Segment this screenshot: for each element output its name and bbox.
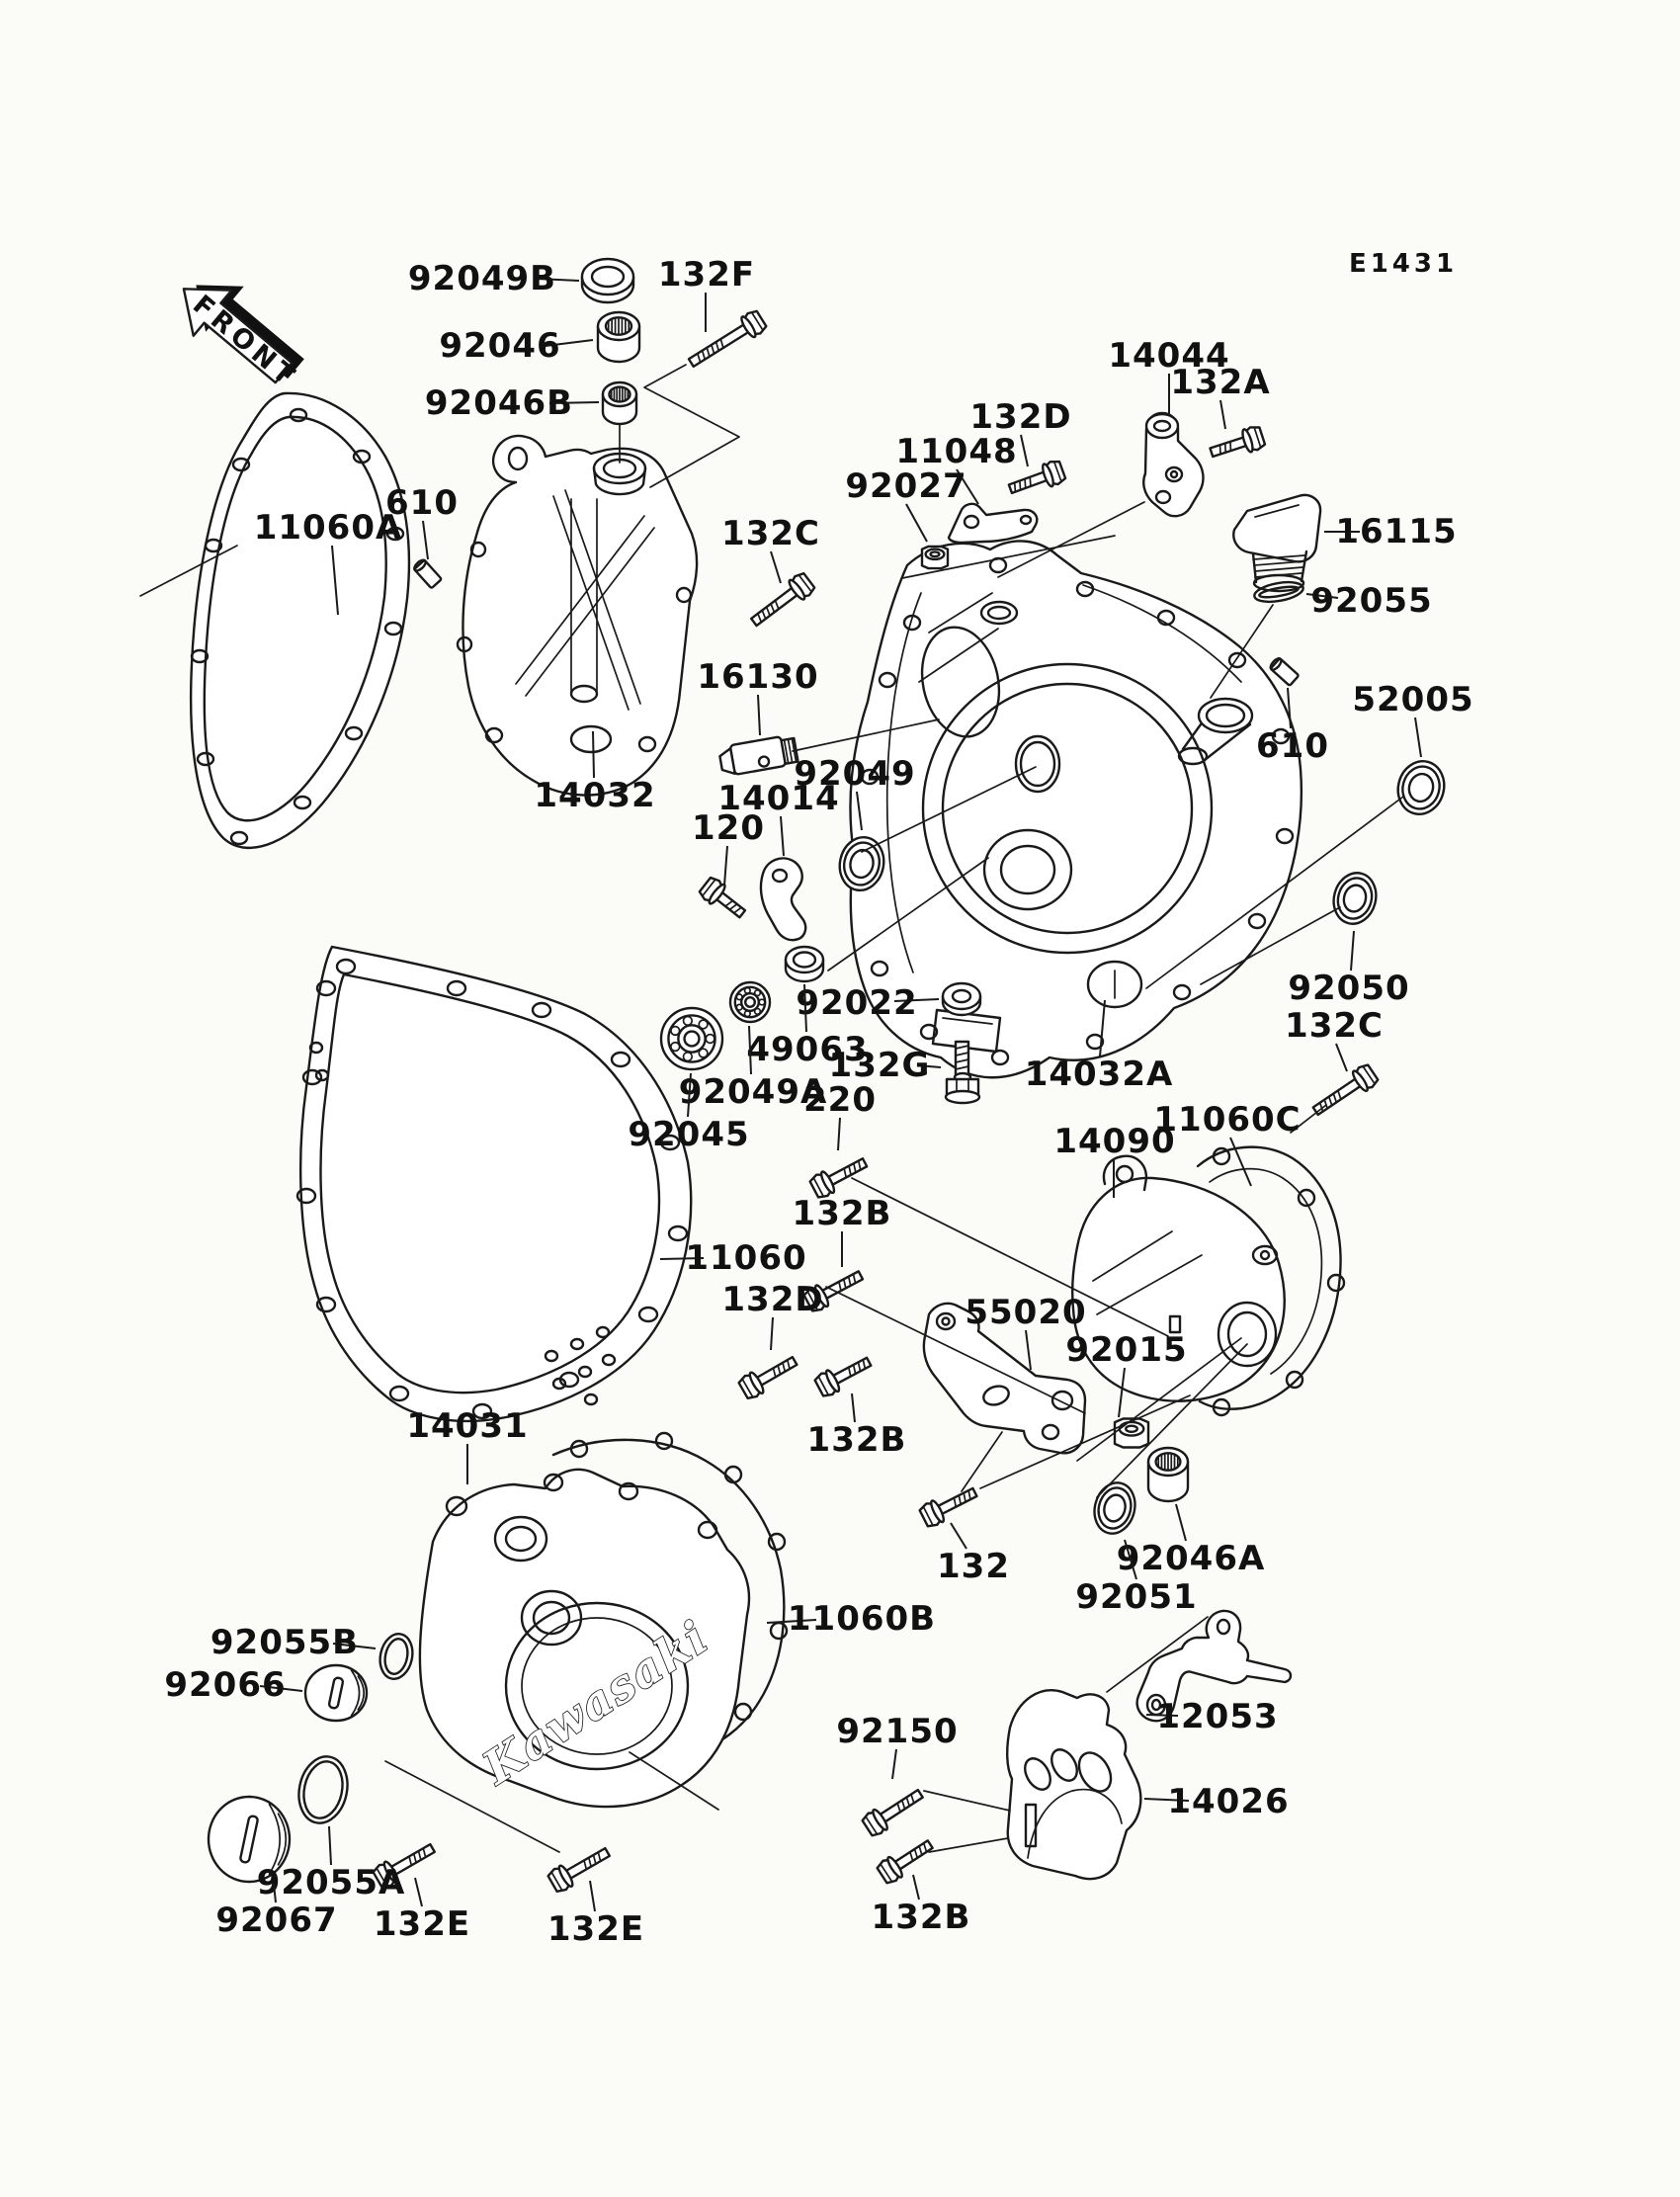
part-label-132C-2: 132C — [1285, 1006, 1384, 1046]
part-92049B-ring — [582, 259, 633, 302]
leader-120 — [724, 846, 727, 886]
part-label-610-1: 610 — [385, 483, 459, 523]
part-label-11048: 11048 — [895, 432, 1018, 471]
part-label-11060: 11060 — [685, 1238, 807, 1278]
part-16130-fitting — [718, 734, 798, 777]
leader-132B-2 — [852, 1394, 855, 1422]
leader-92027 — [906, 504, 927, 542]
part-132B-bolt-3 — [876, 1834, 937, 1886]
part-label-92067: 92067 — [215, 1901, 338, 1940]
part-label-132A: 132A — [1170, 363, 1271, 402]
part-label-92015: 92015 — [1065, 1330, 1188, 1370]
part-11060-gasket — [297, 947, 691, 1421]
leader-52005 — [1415, 718, 1421, 757]
part-610-pin-1 — [412, 558, 441, 589]
part-92046A-bearing — [1148, 1448, 1188, 1501]
part-92055A-oring — [293, 1752, 353, 1827]
part-label-92046A: 92046A — [1116, 1539, 1266, 1578]
leader-132D-2 — [771, 1317, 773, 1350]
leader-132C-2 — [1336, 1044, 1347, 1071]
part-label-14032A: 14032A — [1024, 1055, 1174, 1094]
part-label-92066: 92066 — [164, 1665, 287, 1705]
leader-11060C — [1230, 1138, 1251, 1186]
part-label-14090: 14090 — [1053, 1122, 1176, 1161]
part-label-132E-2: 132E — [546, 1909, 645, 1949]
part-14044-bracket — [1143, 413, 1203, 516]
part-92055B-oring — [377, 1631, 417, 1682]
part-label-92049A: 92049A — [678, 1072, 828, 1112]
part-label-92046B: 92046B — [424, 383, 574, 423]
pointer-line-22 — [929, 1838, 1008, 1852]
part-16115-oil-cap — [1233, 495, 1320, 591]
leader-132E-2 — [590, 1881, 595, 1911]
part-label-92055: 92055 — [1310, 581, 1433, 621]
leader-132E-1 — [415, 1878, 422, 1906]
leader-610-1 — [423, 521, 428, 559]
pointer-line-21 — [924, 1791, 1010, 1811]
part-14031-cover — [420, 1470, 749, 1807]
part-label-92045: 92045 — [628, 1115, 750, 1154]
part-label-E1431: E1431 — [1348, 249, 1459, 279]
part-label-132B-2: 132B — [806, 1420, 907, 1460]
part-label-92150: 92150 — [836, 1712, 959, 1751]
part-11060A-gasket — [191, 393, 409, 848]
part-92046B-bearing — [603, 382, 636, 424]
part-14032-cover — [458, 436, 697, 796]
leader-220 — [838, 1118, 840, 1150]
part-label-14026: 14026 — [1167, 1782, 1290, 1821]
leader-132D-1 — [1021, 435, 1028, 466]
part-label-14031: 14031 — [406, 1406, 529, 1446]
part-label-610-2: 610 — [1256, 726, 1329, 766]
part-14014-plate — [761, 858, 805, 940]
front-arrow-text: FRONT — [187, 289, 304, 394]
part-92046-bearing — [598, 312, 639, 362]
part-label-92046: 92046 — [439, 326, 561, 366]
front-direction-arrow — [165, 258, 321, 404]
part-label-132B-1: 132B — [792, 1194, 892, 1233]
part-label-92051: 92051 — [1075, 1577, 1198, 1617]
leader-132B-3 — [913, 1875, 919, 1900]
kawasaki-logo-text: Kawasaki — [473, 1609, 718, 1795]
part-52005-seal — [1392, 756, 1450, 819]
part-label-92055A: 92055A — [256, 1863, 406, 1902]
part-label-132D-2: 132D — [721, 1280, 824, 1319]
leader-92150 — [892, 1749, 896, 1779]
part-label-132: 132 — [937, 1547, 1010, 1586]
part-label-92049B: 92049B — [407, 259, 557, 298]
part-label-55020: 55020 — [965, 1293, 1087, 1332]
part-132B-bolt-2 — [813, 1351, 875, 1398]
part-label-12053: 12053 — [1156, 1697, 1279, 1736]
part-label-14032: 14032 — [534, 776, 656, 815]
part-label-132D-1: 132D — [969, 397, 1072, 437]
leader-55020 — [1026, 1330, 1031, 1370]
part-label-52005: 52005 — [1352, 680, 1474, 719]
leader-92050 — [1351, 931, 1354, 971]
part-label-11060A: 11060A — [253, 508, 403, 548]
part-label-14014: 14014 — [717, 779, 840, 818]
part-132-bolt — [918, 1481, 980, 1529]
part-610-pin-2 — [1269, 656, 1300, 685]
part-92150-bolt — [861, 1784, 927, 1838]
part-132C-bolt-1 — [747, 571, 816, 632]
part-label-132E-1: 132E — [373, 1904, 471, 1944]
part-label-11060C: 11060C — [1153, 1100, 1302, 1140]
part-label-11060B: 11060B — [787, 1599, 937, 1639]
part-label-16130: 16130 — [697, 657, 819, 697]
part-label-92027: 92027 — [845, 466, 967, 506]
part-label-92049: 92049 — [794, 754, 916, 794]
part-14026-cover — [1007, 1690, 1140, 1879]
part-220-screw — [808, 1152, 870, 1200]
leader-92055A — [329, 1826, 331, 1865]
part-label-92055B: 92055B — [210, 1623, 360, 1662]
part-label-92050: 92050 — [1288, 969, 1410, 1008]
part-92049A-bearing — [730, 982, 770, 1022]
part-label-132F: 132F — [657, 255, 756, 295]
leader-132 — [951, 1523, 966, 1549]
leader-14032 — [593, 731, 594, 778]
part-92015-nut — [1115, 1419, 1148, 1448]
part-132C-bolt-2 — [1309, 1062, 1380, 1121]
leader-132C-1 — [771, 551, 781, 583]
leader-132A — [1220, 400, 1225, 429]
part-132F-bolt — [685, 308, 768, 373]
part-92050-seal — [1328, 868, 1382, 928]
part-label-14044: 14044 — [1108, 336, 1230, 376]
part-92027-nut — [922, 547, 948, 568]
part-label-132B-3: 132B — [871, 1898, 971, 1937]
part-label-132C-1: 132C — [721, 514, 820, 553]
leader-14014 — [781, 816, 784, 856]
part-132E-bolt-2 — [546, 1842, 613, 1895]
part-label-49063: 49063 — [746, 1030, 869, 1069]
part-label-16115: 16115 — [1335, 512, 1458, 551]
part-92051-seal — [1089, 1479, 1140, 1539]
part-132A-bolt — [1208, 425, 1266, 465]
part-label-92022: 92022 — [796, 983, 918, 1023]
part-11048-bracket — [949, 504, 1037, 543]
leader-16130 — [758, 695, 760, 735]
part-label-132G: 132G — [828, 1046, 931, 1085]
part-92045-bearing — [661, 1008, 722, 1069]
part-92066-cap — [305, 1665, 367, 1721]
part-49063-plug — [786, 947, 823, 981]
leader-92046A — [1176, 1504, 1186, 1541]
part-92022-washer — [943, 983, 980, 1015]
part-14032A-cover — [850, 541, 1301, 1077]
pointer-line-14 — [962, 1432, 1002, 1491]
part-132D-bolt-2 — [737, 1351, 800, 1401]
part-label-220: 220 — [803, 1080, 877, 1120]
part-label-120: 120 — [692, 808, 765, 848]
